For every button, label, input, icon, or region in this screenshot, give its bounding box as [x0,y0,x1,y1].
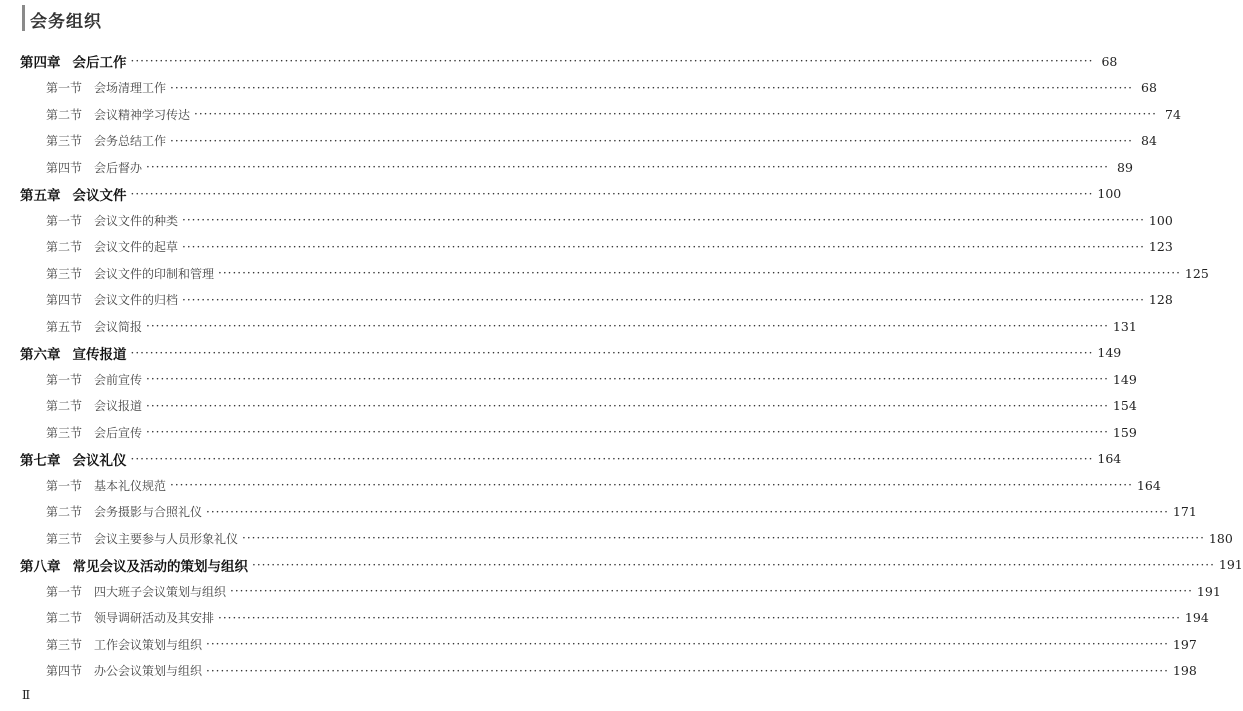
toc-section-row[interactable] [0,260,1209,287]
chapter-title: 宣传报道 [72,346,127,363]
section-title: 领导调研活动及其安排 [94,611,215,626]
page-ref: 74 [1165,106,1181,122]
toc-chapter-row[interactable] [0,446,1122,473]
page-ref: 198 [1172,663,1197,679]
section-title: 会议文件的印制和管理 [94,266,215,281]
dot-leader: ········································································································································································································ [242,531,1205,546]
toc-entry-heading [46,212,178,229]
toc-chapter-row[interactable] [0,48,1118,75]
toc-section-row[interactable] [0,419,1137,446]
toc-entry-heading [46,397,142,414]
chapter-number: 第五章 [20,187,61,204]
toc-entry-heading [46,291,178,308]
dot-leader: ········································································································································································································ [146,319,1109,334]
section-title: 会前宣传 [94,372,143,387]
section-number: 第三节 [46,134,83,149]
dot-leader: ········································································································································································································ [130,54,1094,69]
toc-section-row[interactable] [0,287,1173,314]
dot-leader: ········································································································································································································ [130,345,1094,360]
toc-section-row[interactable] [0,366,1137,393]
page-ref: 89 [1117,159,1133,175]
section-number: 第一节 [46,81,83,96]
section-title: 会议文件的起草 [94,240,179,255]
dot-leader: ········································································································································································································ [146,425,1109,440]
toc-section-row[interactable] [0,101,1181,128]
toc-section-row[interactable] [0,605,1209,632]
section-title: 会场清理工作 [94,81,167,96]
page-ref: 191 [1196,583,1221,599]
page-ref: 149 [1112,371,1137,387]
toc-entry-heading [46,318,142,335]
section-number: 第二节 [46,399,83,414]
page-ref: 68 [1141,80,1157,96]
toc-entry-heading [46,636,202,653]
page-ref: 159 [1112,424,1137,440]
dot-leader: ········································································································································································································ [206,663,1169,678]
dot-leader: ········································································································································································································ [218,610,1181,625]
toc-entry-heading [46,424,142,441]
toc-section-row[interactable] [0,525,1233,552]
toc-chapter-row[interactable] [0,181,1122,208]
section-number: 第三节 [46,425,83,440]
chapter-title: 常见会议及活动的策划与组织 [72,558,248,575]
toc-entry-heading [46,583,226,600]
page-number: Ⅱ [22,688,31,702]
toc-section-row[interactable] [0,75,1157,102]
dot-leader: ········································································································································································································ [130,451,1094,466]
section-number: 第二节 [46,611,83,626]
section-title: 会议精神学习传达 [94,107,191,122]
section-number: 第二节 [46,240,83,255]
section-number: 第二节 [46,107,83,122]
section-title: 基本礼仪规范 [94,478,167,493]
dot-leader: ········································································································································································································ [170,133,1133,148]
dot-leader: ········································································································································································································ [218,266,1181,281]
section-number: 第四节 [46,664,83,679]
page-ref: 149 [1097,345,1122,361]
page-ref: 194 [1184,610,1209,626]
page-ref: 171 [1172,504,1197,520]
section-title: 会议简报 [94,319,143,334]
header-title: 会务组织 [30,12,102,32]
section-number: 第二节 [46,505,83,520]
page-ref: 180 [1208,530,1233,546]
page-ref: 100 [1148,212,1173,228]
toc-section-row[interactable] [0,128,1157,155]
dot-leader: ········································································································································································································ [170,80,1133,95]
page-ref: 128 [1148,292,1173,308]
dot-leader: ········································································································································································································ [146,398,1109,413]
page-ref: 164 [1136,477,1161,493]
dot-leader: ········································································································································································································ [182,292,1145,307]
toc-entry-heading [20,184,127,204]
section-title: 会议文件的归档 [94,293,179,308]
dot-leader: ········································································································································································································ [230,584,1193,599]
section-title: 会后宣传 [94,425,143,440]
toc-entry-heading [46,132,166,149]
section-title: 会议主要参与人员形象礼仪 [94,531,239,546]
section-number: 第一节 [46,584,83,599]
dot-leader: ········································································································································································································ [146,160,1109,175]
section-title: 会务总结工作 [94,134,167,149]
toc-section-row[interactable] [0,234,1173,261]
toc-entry-heading [46,265,214,282]
section-title: 会议文件的种类 [94,213,179,228]
section-number: 第三节 [46,531,83,546]
toc-entry-heading [20,555,248,575]
page-ref: 123 [1148,239,1173,255]
toc-chapter-row[interactable] [0,552,1243,579]
chapter-title: 会议礼仪 [72,452,127,469]
toc-entry-heading [46,79,166,96]
toc-section-row[interactable] [0,313,1137,340]
dot-leader: ········································································································································································································ [194,107,1157,122]
section-title: 会议报道 [94,399,143,414]
section-number: 第一节 [46,213,83,228]
page-ref: 125 [1184,265,1209,281]
page-ref: 131 [1112,318,1137,334]
section-number: 第一节 [46,372,83,387]
toc-entry-heading [20,51,127,71]
chapter-number: 第四章 [20,55,61,72]
chapter-number: 第六章 [20,346,61,363]
chapter-title: 会后工作 [72,55,127,72]
page-ref: 100 [1097,186,1122,202]
toc-section-row[interactable] [0,499,1197,526]
section-title: 会后督办 [94,160,143,175]
toc-entry-heading [46,106,190,123]
toc-entry-heading [20,343,127,363]
toc-section-row[interactable] [0,207,1173,234]
dot-leader: ········································································································································································································ [146,372,1109,387]
section-number: 第一节 [46,478,83,493]
section-title: 会务摄影与合照礼仪 [94,505,203,520]
dot-leader: ········································································································································································································ [182,239,1145,254]
chapter-number: 第八章 [20,558,61,575]
page-ref: 197 [1172,636,1197,652]
running-header [0,0,460,36]
section-number: 第三节 [46,637,83,652]
page-ref: 154 [1112,398,1137,414]
toc-section-row[interactable] [0,631,1197,658]
toc-entry-heading [46,530,238,547]
dot-leader: ········································································································································································································ [206,637,1169,652]
toc-section-row[interactable] [0,393,1137,420]
header-accent-bar [22,5,25,31]
toc-entry-heading [46,662,202,679]
toc-section-row[interactable] [0,472,1161,499]
page-ref: 164 [1097,451,1122,467]
section-number: 第三节 [46,266,83,281]
section-number: 第四节 [46,160,83,175]
page-ref: 191 [1218,557,1243,573]
chapter-title: 会议文件 [72,187,127,204]
toc-entry-heading [20,449,127,469]
toc-entry-heading [46,609,214,626]
toc-entry-heading [46,238,178,255]
chapter-number: 第七章 [20,452,61,469]
table-of-contents [0,48,1243,684]
section-title: 办公会议策划与组织 [94,664,203,679]
toc-entry-heading [46,371,142,388]
dot-leader: ········································································································································································································ [182,213,1145,228]
section-title: 四大班子会议策划与组织 [94,584,227,599]
toc-section-row[interactable] [0,578,1221,605]
toc-chapter-row[interactable] [0,340,1122,367]
page-ref: 68 [1101,53,1118,69]
dot-leader: ········································································································································································································ [252,557,1215,572]
section-number: 第五节 [46,319,83,334]
toc-entry-heading [46,477,166,494]
toc-section-row[interactable] [0,658,1197,685]
dot-leader: ········································································································································································································ [130,186,1094,201]
section-number: 第四节 [46,293,83,308]
toc-section-row[interactable] [0,154,1133,181]
toc-entry-heading [46,503,202,520]
toc-entry-heading [46,159,142,176]
dot-leader: ········································································································································································································ [206,504,1169,519]
page-ref: 84 [1141,133,1157,149]
dot-leader: ········································································································································································································ [170,478,1133,493]
section-title: 工作会议策划与组织 [94,637,203,652]
